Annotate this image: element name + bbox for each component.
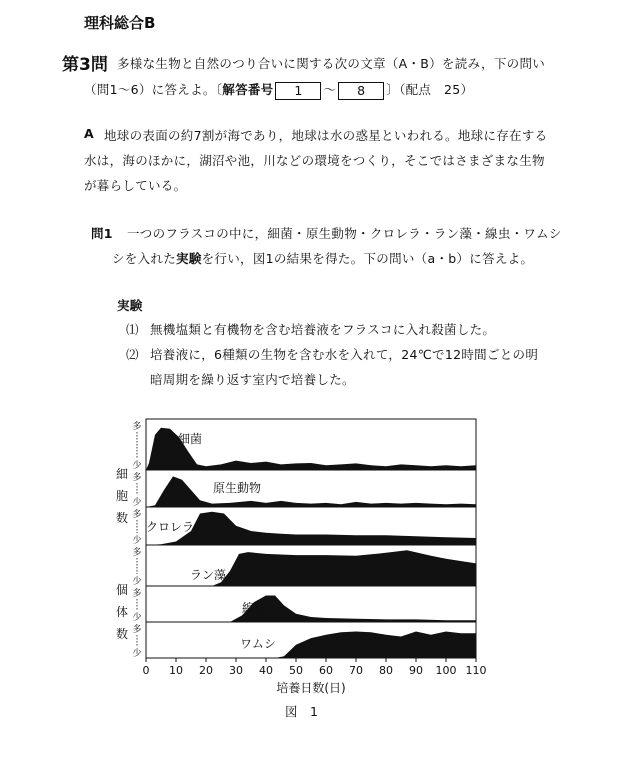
question-number: 第3問 [62, 55, 108, 75]
experiment-item2-text: 培養液に，6種類の生物を含む水を入れて，24℃で12時間ごとの明 [150, 347, 539, 362]
experiment-item2-num: ⑵ [126, 347, 139, 362]
axis-high-mark-5: 多 [132, 625, 142, 635]
axis-low-mark-5: 少 [132, 649, 142, 659]
intro-text-b: 〕（配点 25） [386, 82, 474, 97]
experiment-title: 実験 [117, 298, 143, 313]
q1-line2-c: を行い，図1の結果を得た。下の問い（a・b）に答えよ。 [201, 251, 534, 266]
x-tick-label-2: 20 [199, 664, 213, 677]
axis-low-mark-0: 少 [132, 461, 142, 471]
axis-low-mark-1: 少 [132, 498, 142, 508]
x-tick-label-4: 40 [259, 664, 273, 677]
y-group-label-char-0-2: 数 [115, 511, 129, 525]
series-area-3 [212, 550, 476, 586]
answer-number-label: 解答番号 [222, 82, 274, 97]
x-tick-label-5: 50 [289, 664, 303, 677]
x-axis-label: 培養日数(日) [276, 681, 346, 695]
x-tick-label-6: 60 [319, 664, 333, 677]
answer-box-end: 8 [338, 82, 384, 100]
axis-high-mark-3: 多 [132, 548, 142, 558]
section-a-label: A [84, 126, 94, 141]
x-tick-label-9: 90 [409, 664, 423, 677]
y-group-label-char-0-1: 胞 [115, 489, 129, 503]
x-tick-label-11: 110 [465, 664, 487, 677]
x-tick-label-7: 70 [349, 664, 363, 677]
x-tick-label-0: 0 [142, 664, 150, 677]
axis-low-mark-3: 少 [132, 577, 142, 587]
x-tick-label-10: 100 [435, 664, 457, 677]
x-tick-label-1: 10 [169, 664, 183, 677]
intro-text-a: （問1～6）に答えよ。〔 [84, 82, 223, 97]
series-label-4: 線虫 [242, 601, 267, 615]
section-a-line1: 地球の表面の約7割が海であり，地球は水の惑星といわれる。地球に存在する [104, 128, 548, 143]
question-intro-line1: 多様な生物と自然のつり合いに関する次の文章（A・B）を読み，下の問い [117, 56, 546, 71]
section-a-line2: 水は，海のほかに，湖沼や池，川などの環境をつくり，そこではさまざまな生物 [84, 153, 545, 168]
y-group-label-char-1-2: 数 [115, 627, 129, 641]
y-group-label-char-0-0: 細 [115, 467, 129, 481]
tilde: ～ [323, 82, 337, 97]
q1-experiment-word: 実験 [176, 251, 202, 266]
series-label-0: 細菌 [178, 432, 203, 446]
section-a-line3: が暮らしている。 [84, 178, 187, 193]
q1-line1: 一つのフラスコの中に，細菌・原生動物・クロレラ・ラン藻・線虫・ワムシ [127, 226, 562, 241]
subject-title: 理科総合B [84, 14, 156, 32]
series-area-4 [230, 596, 476, 623]
axis-high-mark-2: 多 [132, 510, 142, 520]
y-group-label-char-1-0: 個 [115, 583, 129, 597]
x-tick-label-8: 80 [379, 664, 393, 677]
axis-low-mark-4: 少 [132, 613, 142, 623]
series-area-1 [146, 476, 476, 507]
series-area-2 [146, 512, 476, 545]
x-tick-label-3: 30 [229, 664, 243, 677]
axis-high-mark-0: 多 [132, 422, 142, 432]
experiment-item2-cont: 暗周期を繰り返す室内で培養した。 [150, 372, 355, 387]
figure-caption: 図 1 [285, 704, 318, 719]
q1-label: 問1 [91, 226, 113, 241]
q1-line2-a: シを入れた [112, 251, 177, 266]
axis-high-mark-4: 多 [132, 589, 142, 599]
series-area-5 [275, 632, 476, 659]
series-label-3: ラン藻 [190, 568, 227, 582]
experiment-item1-text: 無機塩類と有機物を含む培養液をフラスコに入れ殺菌した。 [150, 322, 496, 337]
y-group-label-char-1-1: 体 [115, 605, 129, 619]
series-label-1: 原生動物 [213, 481, 262, 495]
experiment-item1-num: ⑴ [126, 322, 139, 337]
axis-low-mark-2: 少 [132, 536, 142, 546]
answer-box-start: 1 [275, 82, 321, 100]
series-label-5: ワムシ [240, 637, 276, 651]
axis-high-mark-1: 多 [132, 473, 142, 483]
series-label-2: クロレラ [146, 520, 195, 534]
